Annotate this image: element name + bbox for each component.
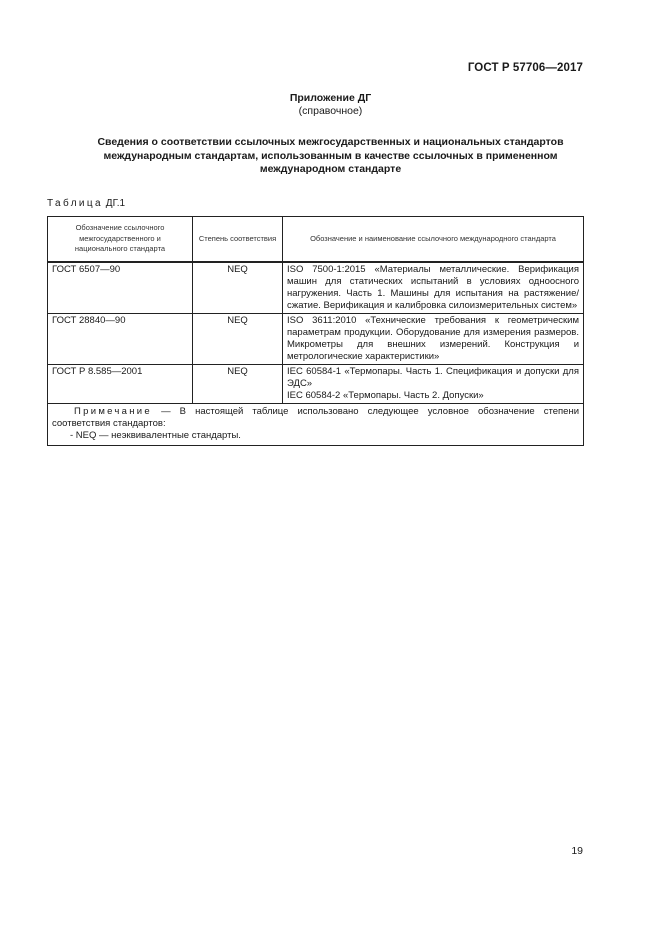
correspondence-table (47, 216, 584, 446)
note-paragraph (52, 406, 579, 430)
cell-international: ISO 7500-1:2015 «Материалы металлические. Верификация машин для статических испытаний в условиях одноосного нагружения. Часть 1. Машины для испытания на растяжение/сжатие. Верификация и калибровка силоизмерительных систем» (283, 262, 584, 314)
page-number: 19 (571, 845, 583, 857)
cell-international-line-2: IEC 60584-2 «Термопары. Часть 2. Допуски» (287, 390, 484, 401)
header-national-standard: Обозначение ссылочного межгосударственного и национального стандарта (48, 217, 193, 263)
cell-degree: NEQ (193, 365, 283, 404)
cell-standard: ГОСТ 28840—90 (48, 314, 193, 365)
table-label-id: ДГ.1 (105, 198, 126, 209)
note-item: - NEQ — неэквивалентные стандарты. (70, 430, 241, 441)
table-row (48, 262, 584, 314)
cell-standard: ГОСТ Р 8.585—2001 (48, 365, 193, 404)
appendix-heading (0, 92, 661, 118)
header-international-standard: Обозначение и наименование ссылочного международного стандарта (283, 217, 584, 263)
cell-international-line-1: IEC 60584-1 «Термопары. Часть 1. Спецификация и допуски для ЭДС» (287, 366, 579, 389)
section-title: Сведения о соответствии ссылочных межгосударственных и национальных стандартов международным стандартам, использованным в качестве ссылочных в примененном международном стандарте (97, 136, 564, 175)
table-row (48, 314, 584, 365)
cell-degree: NEQ (193, 262, 283, 314)
note-text: — В настоящей таблице использовано следующее условное обозначение степени соответствия стандартов: (52, 406, 579, 429)
note-label: Примечание (74, 406, 152, 417)
appendix-title: Приложение ДГ (289, 92, 372, 104)
table-note-row (48, 404, 584, 446)
header-degree: Степень соответствия (193, 217, 283, 263)
cell-standard: ГОСТ 6507—90 (48, 262, 193, 314)
cell-international (283, 365, 584, 404)
document-id: ГОСТ Р 57706—2017 (467, 62, 583, 74)
table-label (47, 198, 125, 209)
table-label-word: Таблица (47, 198, 104, 209)
appendix-subtitle: (справочное) (298, 105, 363, 117)
cell-degree: NEQ (193, 314, 283, 365)
cell-international: ISO 3611:2010 «Технические требования к геометрическим параметрам продукции. Оборудование для измерения размеров. Микрометры для внешних измерений. Конструкция и метрологические характеристики» (283, 314, 584, 365)
table-header-row (48, 217, 584, 263)
table-row (48, 365, 584, 404)
table-note (48, 404, 584, 446)
